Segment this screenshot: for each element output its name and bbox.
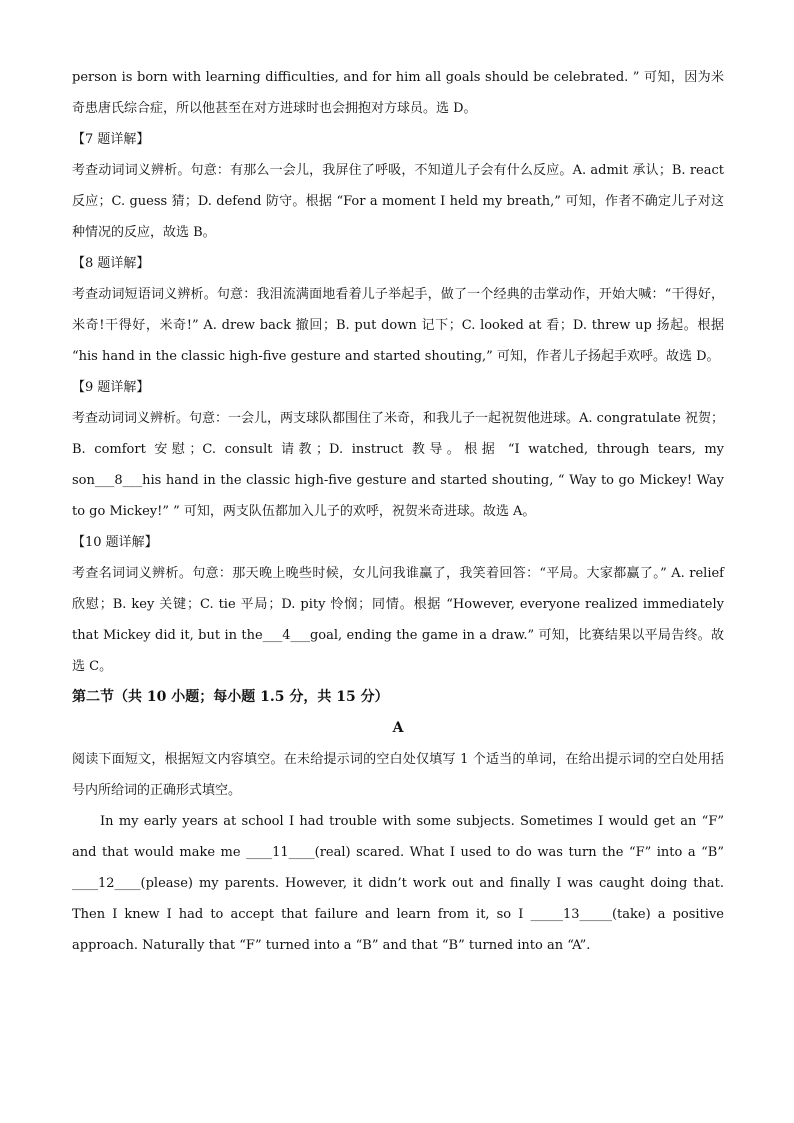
- heading-question-9: 【9 题详解】: [72, 380, 150, 395]
- paragraph-explanation-10: 考查名词词义辨析。句意：那天晚上晚些时候，女儿问我谁赢了，我笑着回答：“平局。大家都赢了。” A. relief 欣慰；B. key 关键；C. tie 平局；D. pity 怜悯；同情。根据 “However, everyone realized immediately that Mickey did it, but in the___4___goal, ending the game in a draw.” 可知，比赛结果以平局告终。故选 C。: [72, 566, 724, 674]
- paragraph-explanation-8: 考查动词短语词义辨析。句意：我泪流满面地看着儿子举起手，做了一个经典的击掌动作，开始大喊：“干得好，米奇!干得好，米奇!” A. drew back 撤回；B. put down 记下；C. looked at 看；D. threw up 扬起。根据 “his hand in the classic high-five gesture and started shouting,” 可知，作者儿子扬起手欢呼。故选 D。: [72, 287, 724, 364]
- document-page: [72, 62, 724, 961]
- part-label: A: [392, 720, 404, 736]
- paragraph-explanation-7: 考查动词词义辨析。句意：有那么一会儿，我屏住了呼吸，不知道儿子会有什么反应。A. admit 承认；B. react 反应；C. guess 猜；D. defend 防守。根据 “For a moment I held my breath,” 可知，作者不确定儿子对这种情况的反应，故选 B。: [72, 163, 724, 240]
- paragraph-explanation-9: 考查动词词义辨析。句意：一会儿，两支球队都围住了米奇，和我儿子一起祝贺他进球。A. congratulate 祝贺；B. comfort 安慰；C. consult 请教；D. instruct 教导。根据 “I watched, through tears, my son___8___his hand in the classic high-five gesture and started shouting, “ Way to go Mickey! Way to go Mickey!” ” 可知，两支队伍都加入儿子的欢呼，祝贺米奇进球。故选 A。: [72, 411, 724, 519]
- heading-question-8: 【8 题详解】: [72, 256, 150, 271]
- heading-question-7: 【7 题详解】: [72, 132, 150, 147]
- paragraph-explanation-6-end: person is born with learning difficulties, and for him all goals should be celebrated. ” 可知，因为米奇患唐氏综合症，所以他甚至在对方进球时也会拥抱对方球员。选 D。: [72, 70, 724, 116]
- heading-question-10: 【10 题详解】: [72, 535, 158, 550]
- section-title: 第二节（共 10 小题；每小题 1.5 分，共 15 分）: [72, 689, 389, 705]
- instructions: 阅读下面短文，根据短文内容填空。在未给提示词的空白处仅填写 1 个适当的单词，在给出提示词的空白处用括号内所给词的正确形式填空。: [72, 752, 724, 798]
- reading-passage: In my early years at school I had trouble with some subjects. Sometimes I would get an “F” and that would make me ____11____(real) scared. What I used to do was turn the “F” into a “B” ____12____(please) my parents. However, it didn’t work out and finally I was caught doing that. Then I knew I had to accept that failure and learn from it, so I _____13_____(take) a positive approach. Naturally that “F” turned into a “B” and that “B” turned into an “A”.: [72, 814, 724, 953]
